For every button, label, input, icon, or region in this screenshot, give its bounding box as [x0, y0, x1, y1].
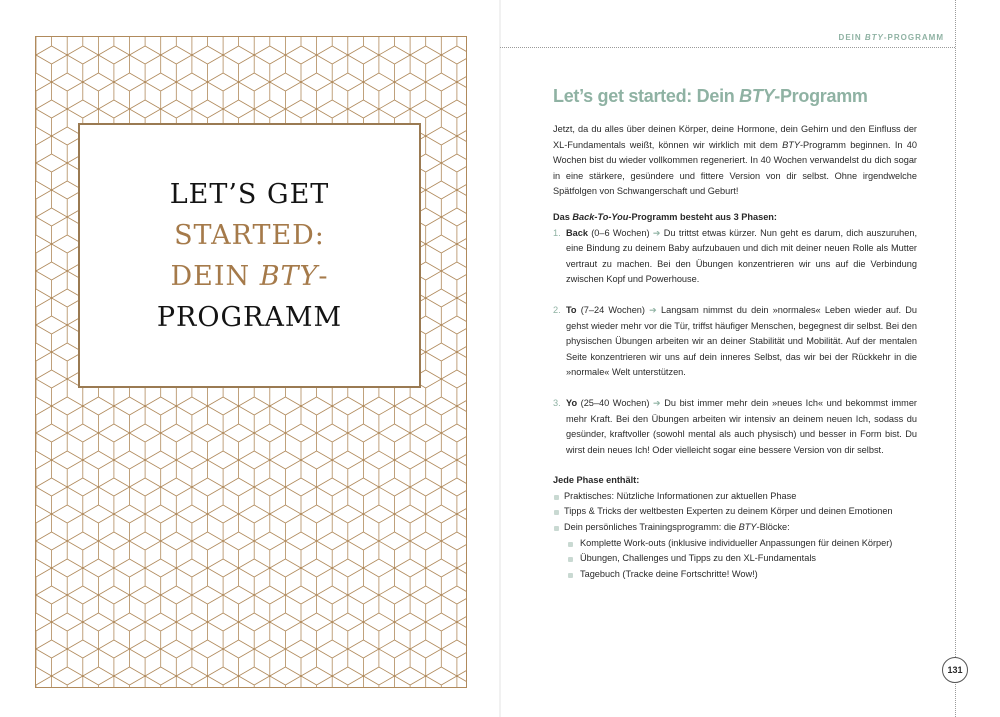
running-head: [839, 33, 944, 42]
list-item-text: Dein persönliches Trainingsprogramm: die: [564, 522, 739, 533]
phase-number: 1.: [553, 227, 561, 238]
phases-heading-part: Das: [553, 211, 573, 222]
phase-item: [553, 226, 917, 288]
intro-bty: BTY: [782, 139, 800, 150]
list-item: Praktisches: Nützliche Informationen zur aktuellen Phase: [553, 489, 917, 505]
list-item: [553, 520, 917, 536]
sub-list-item: Tagebuch (Tracke deine Fortschritte! Wow!): [567, 567, 917, 583]
header-dotted-rule: [500, 47, 955, 48]
intro-text: Jetzt, da du alles über deinen Körper, deine Hormone, dein Gehirn und den Einfluss der XL-Fundamentals weißt, können wir wirklich mit dem: [553, 124, 917, 150]
section-heading-bty: BTY: [739, 86, 775, 106]
book-spine: [499, 0, 501, 717]
running-head-bty: BTY: [864, 33, 884, 42]
phase-number: 3.: [553, 397, 561, 408]
chapter-title-hyphen: -: [318, 260, 329, 292]
section-heading-part: Let’s get started: Dein: [553, 86, 740, 106]
each-phase-list: [553, 489, 917, 536]
chapter-title-line-2: STARTED:: [174, 219, 325, 251]
each-phase-heading: Jede Phase enthält:: [553, 475, 640, 486]
phases-list: [553, 226, 917, 459]
phase-text: Du bist immer mehr dein »neues Ich« und bekommst immer mehr Kraft. Bei den Übungen arbeiten wir intensiv an deinem neuen Ich, sodass du gesünder, kraftvoller (sowohl mental als auch physisch) und besser in Form bist. Du wirst dein neues Ich! Oder vielleicht sogar eine bessere Version von dir selbst.: [566, 397, 917, 455]
list-item: Tipps & Tricks der weltbesten Experten zu deinem Körper und deinen Emotionen: [553, 504, 917, 520]
phase-name: To: [566, 304, 577, 315]
chapter-title-line-4: PROGRAMM: [156, 301, 343, 333]
sub-list-item: Übungen, Challenges und Tipps zu den XL-Fundamentals: [567, 551, 917, 567]
training-sublist: [553, 536, 917, 583]
phase-item: [553, 303, 917, 381]
phase-number: 2.: [553, 304, 561, 315]
intro-text: -Programm beginnen. In 40 Wochen bist du wieder vollkommen regeneriert. In 40 Wochen verwandelst du dich sogar in eine stärkere, gesündere und fittere Version von dir selbst. Ohne irgendwelche Spätfolgen von Schwangerschaft und Geburt!: [553, 139, 917, 197]
list-item-bty: BTY: [738, 522, 757, 533]
intro-paragraph: [553, 122, 917, 200]
phases-heading-part: -Programm besteht aus 3 Phasen:: [628, 211, 777, 222]
phase-range: (7–24 Wochen): [576, 304, 650, 315]
section-heading: [553, 86, 917, 107]
arrow-right-icon: ➔: [652, 227, 661, 238]
phase-name: Back: [566, 227, 588, 238]
page-content: [553, 86, 917, 582]
chapter-title-dein: DEIN: [170, 260, 260, 292]
chapter-title-line-1: LET’S GET: [169, 178, 330, 210]
arrow-right-icon: ➔: [652, 397, 661, 408]
phase-text: Du trittst etwas kürzer. Nun geht es darum, dich auszuruhen, eine Bindung zu deinem Baby aufzubauen und dich mit deiner neuen Rolle als Mutter vertraut zu machen. Bei den Übungen konzentrieren wir uns auf die Verbindung zwischen Kopf und Powerhouse.: [566, 227, 918, 285]
phase-text: Langsam nimmst du dein »normales« Leben wieder auf. Du gehst wieder mehr vor die Tür, triffst häufiger Menschen, begegnest dir selbst. Bei den physischen Übungen arbeiten wir an deiner Stabilität und Mobilität. Auf der mentalen Seite konzentrieren wir uns auf dein inneres Selbst, das wir bei der Rückkehr in die »normale« Welt unterstützen.: [566, 304, 917, 378]
arrow-right-icon: ➔: [649, 304, 657, 315]
sub-list-item: Komplette Work-outs (inklusive individueller Anpassungen für deinen Körper): [567, 536, 917, 552]
chapter-title-box: [78, 123, 421, 388]
phases-heading-program: Back-To-You: [572, 211, 629, 222]
margin-dotted-rule: [955, 0, 956, 717]
phases-heading: [553, 210, 917, 226]
phase-range: (0–6 Wochen): [587, 227, 653, 238]
chapter-title-bty: BTY: [259, 260, 319, 292]
chapter-title-line-3: [170, 256, 328, 297]
phase-item: [553, 396, 917, 458]
running-head-part: DEIN: [838, 33, 865, 42]
phase-name: Yo: [566, 397, 578, 408]
list-item-text: -Blöcke:: [756, 522, 790, 533]
page-number: 131: [942, 657, 968, 683]
section-heading-part: -Programm: [774, 86, 868, 106]
running-head-part: -PROGRAMM: [883, 33, 944, 42]
phase-range: (25–40 Wochen): [577, 397, 653, 408]
